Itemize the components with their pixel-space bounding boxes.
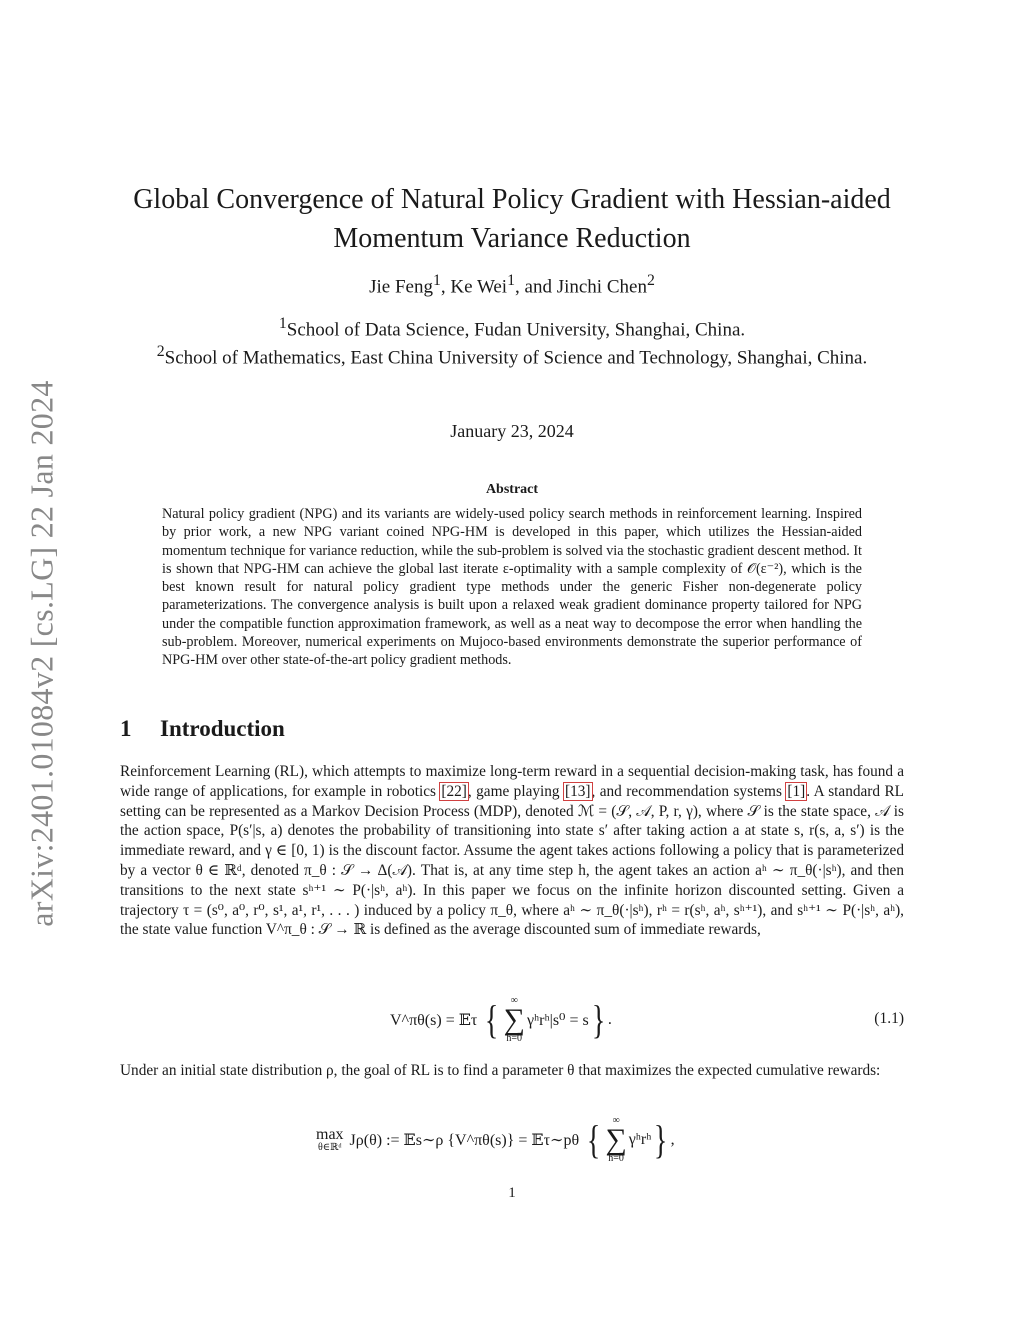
equation-1-1 xyxy=(120,990,904,1050)
equation-lhs: V^πθ(s) = 𝔼τ xyxy=(390,1012,478,1029)
left-brace: { xyxy=(485,997,499,1042)
sigma-symbol: ∑ xyxy=(503,1002,525,1036)
author-list xyxy=(110,272,914,298)
affiliation-text: School of Data Science, Fudan University, Shanghai, China. xyxy=(286,319,746,341)
author-affiliation-mark: 2 xyxy=(646,272,655,289)
affiliations xyxy=(140,314,884,370)
arxiv-side-stamp xyxy=(22,362,62,944)
intro-paragraph-1 xyxy=(120,762,904,940)
paragraph-text: Reinforcement Learning (RL), which attempts to maximize long-term reward in a sequential decision-making task, has found a wide range of applications, for example in robotics xyxy=(120,763,904,800)
author-affiliation-mark: 1 xyxy=(432,272,441,289)
section-number: 1 xyxy=(120,716,132,741)
abstract-heading: Abstract xyxy=(485,482,539,497)
affiliation-mark: 2 xyxy=(156,342,165,360)
abstract-text: Natural policy gradient (NPG) and its variants are widely-used policy search methods in reinforcement learning. Inspired by prior work, a new NPG variant coined NPG-HM is developed in this paper, which utilizes the Hessian-aided momentum technique for variance reduction, while the sub-problem is solved via the stochastic gradient descent method. It is shown that NPG-HM can achieve the global last iterate ε-optimality with a sample complexity of 𝒪(ε⁻²), which is the best known result for natural policy gradient type methods under the generic Fisher non-degenerate policy parameterizations. The convergence analysis is built upon a relaxed weak gradient dominance property tailored for NPG under the compatible function approximation framework, as well as a neat way to decompose the error when handling the sub-problem. Moreover, numerical experiments on Mujoco-based environments demonstrate the superior performance of NPG-HM over other state-of-the-art policy gradient methods. xyxy=(162,506,862,669)
summand: γʰrʰ|s⁰ = s xyxy=(526,1012,589,1029)
intro-paragraph-2: Under an initial state distribution ρ, the goal of RL is to find a parameter θ that maximizes the expected cumulative rewards: xyxy=(120,1062,881,1079)
summand: γʰrʰ xyxy=(628,1131,652,1148)
section-heading-introduction xyxy=(120,716,285,742)
max-subscript: θ∈ℝᵈ xyxy=(317,1142,342,1153)
affiliation-1 xyxy=(140,314,884,342)
author-separator: , and xyxy=(515,276,557,298)
right-brace: } xyxy=(654,1117,668,1162)
equation-objective xyxy=(120,1110,904,1172)
author-name: Jinchi Chen xyxy=(556,276,647,298)
affiliation-mark: 1 xyxy=(278,315,287,332)
equation-body xyxy=(316,1110,675,1170)
sum-lower-limit: h=0 xyxy=(608,1153,624,1165)
paper-title xyxy=(110,180,914,258)
arxiv-identifier: arXiv:2401.01084v2 [cs.LG] 22 Jan 2024 xyxy=(23,379,60,927)
section-title: Introduction xyxy=(160,716,285,741)
author-name: Jie Feng xyxy=(369,276,433,298)
left-brace: { xyxy=(587,1117,601,1162)
summation xyxy=(504,996,525,1045)
sum-upper-limit: ∞ xyxy=(612,1114,620,1126)
author-name: Ke Wei xyxy=(450,276,508,298)
page-number: 1 xyxy=(508,1185,516,1201)
paragraph-text: . A standard RL setting can be represented as a Markov Decision Process (MDP), denoted ℳ = (𝒮, 𝒜, P, r, γ), where 𝒮 is the state space, 𝒜 is the action space, P(s′|s, a) denotes the probability of transitioning into state s′ after taking action a at state s, r(s, a, s′) is the immediate reward, and γ ∈ [0, 1) is the discount factor. Assume the agent takes actions following a policy that is parameterized by a vector θ ∈ ℝᵈ, denoted π_θ : 𝒮 → Δ(𝒜). That is, at any time step h, the agent takes an action aʰ ∼ π_θ(·|sʰ), and then transitions to the next state sʰ⁺¹ ∼ P(·|sʰ, aʰ). In this paper we focus on the infinite horizon discounted setting. Given a trajectory τ = (s⁰, a⁰, r⁰, s¹, a¹, r¹, . . . ) induced by a policy π_θ, where aʰ ∼ π_θ(·|sʰ), rʰ = r(sʰ, aʰ, sʰ⁺¹), and sʰ⁺¹ ∼ P(·|sʰ, aʰ), the state value function V^π_θ : 𝒮 → ℝ is defined as the average discounted sum of immediate rewards, xyxy=(120,782,905,939)
max-label: max xyxy=(316,1126,344,1143)
equation-tail: , xyxy=(670,1131,675,1148)
title-line-1: Global Convergence of Natural Policy Gradient with Hessian-aided xyxy=(133,184,891,215)
author-separator: , xyxy=(440,276,451,298)
paragraph-text: , and recommendation systems xyxy=(591,782,787,800)
sum-upper-limit: ∞ xyxy=(510,994,518,1006)
citation-link-1[interactable]: [1] xyxy=(787,782,806,800)
paragraph-text: , game playing xyxy=(467,782,564,800)
publication-date: January 23, 2024 xyxy=(450,421,574,441)
equation-number: (1.1) xyxy=(874,1010,904,1027)
citation-link-22[interactable]: [22] xyxy=(441,782,467,800)
affiliation-text: School of Mathematics, East China University of Science and Technology, Shanghai, China. xyxy=(164,347,868,369)
equation-lhs: Jρ(θ) := 𝔼s∼ρ {V^πθ(s)} = 𝔼τ∼pθ xyxy=(349,1132,580,1149)
author-affiliation-mark: 1 xyxy=(507,272,516,289)
equation-body xyxy=(390,990,612,1050)
sum-lower-limit: h=0 xyxy=(506,1033,523,1045)
equation-tail: . xyxy=(607,1011,612,1028)
summation xyxy=(605,1116,626,1165)
sigma-symbol: ∑ xyxy=(605,1122,627,1156)
right-brace: } xyxy=(591,997,606,1042)
max-operator xyxy=(316,1127,344,1153)
citation-link-13[interactable]: [13] xyxy=(565,782,591,800)
title-line-2: Momentum Variance Reduction xyxy=(333,223,691,255)
affiliation-2 xyxy=(140,342,884,370)
